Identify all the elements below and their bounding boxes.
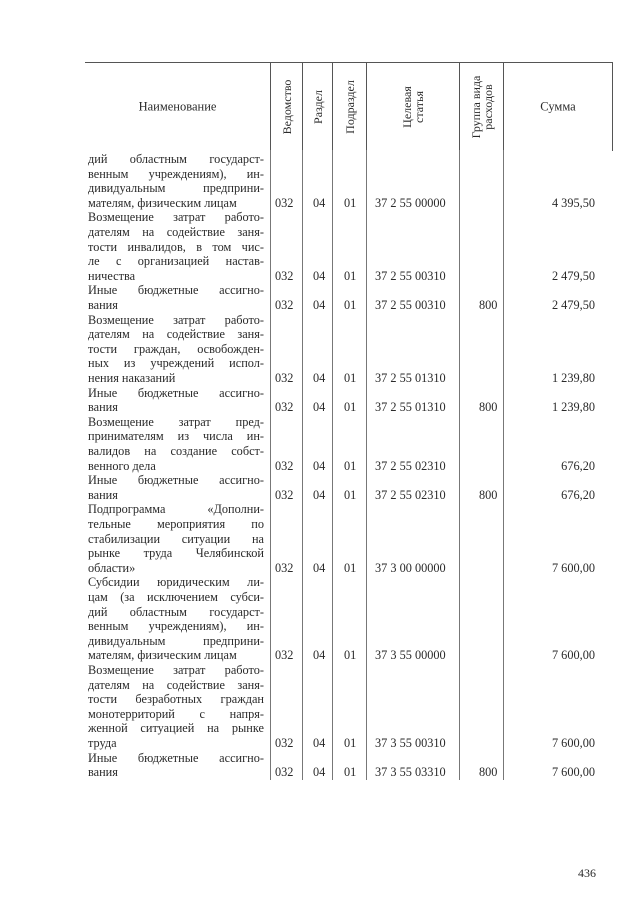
row-name-line: тельные мероприятия по (88, 516, 264, 531)
header-ved-label: Ведомство (279, 79, 294, 135)
cell-tselevaya: 37 2 55 02310 (375, 458, 446, 473)
cell-gruppa: 800 (479, 487, 498, 502)
table-row (85, 386, 613, 415)
cell-razdel: 04 (313, 268, 326, 283)
column-divider (332, 150, 333, 780)
cell-podrazdel: 01 (344, 370, 357, 385)
table-row (85, 751, 613, 780)
cell-razdel: 04 (313, 195, 326, 210)
cell-summa: 4 395,50 (551, 195, 595, 210)
row-name-line: тости инвалидов, в том чис- (88, 239, 264, 254)
row-name-line: мателям, физическим лицам (88, 648, 237, 663)
cell-razdel: 04 (313, 370, 326, 385)
table-row (85, 575, 613, 663)
cell-razdel: 04 (313, 648, 326, 663)
row-name-line: Возмещение затрат работо- (88, 663, 264, 677)
header-razdel-label: Раздел (310, 90, 325, 124)
row-name-line: дателям на содействие заня- (88, 327, 264, 342)
row-name-line: тости безработных граждан (88, 692, 264, 707)
row-name-line: стабилизации ситуации на (88, 531, 264, 546)
cell-summa: 7 600,00 (551, 560, 595, 575)
header-ved (270, 63, 302, 151)
row-name-line: ных из учреждений испол- (88, 356, 264, 371)
header-summa (503, 63, 613, 151)
row-name-line: Возмещение затрат работо- (88, 210, 264, 225)
cell-summa: 7 600,00 (551, 765, 595, 780)
row-name-line: вания (88, 400, 118, 415)
row-name-line: рынке труда Челябинской (88, 546, 264, 561)
header-summa-label: Сумма (540, 99, 576, 114)
column-divider (270, 150, 271, 780)
cell-summa: 1 239,80 (551, 370, 595, 385)
table-row (85, 502, 613, 575)
row-name-line: Иные бюджетные ассигно- (88, 473, 264, 488)
row-name (88, 751, 264, 780)
table-row (85, 210, 613, 283)
row-name (88, 415, 264, 473)
cell-podrazdel: 01 (344, 297, 357, 312)
cell-summa: 676,20 (561, 458, 595, 473)
header-razdel (302, 63, 332, 151)
cell-razdel: 04 (313, 560, 326, 575)
cell-summa: 2 479,50 (551, 297, 595, 312)
cell-razdel: 04 (313, 297, 326, 312)
row-name-line: труда (88, 735, 117, 750)
table-row (85, 663, 613, 751)
cell-razdel: 04 (313, 400, 326, 415)
row-name (88, 283, 264, 312)
row-name-line: Подпрограмма «Дополни- (88, 502, 264, 517)
cell-podrazdel: 01 (344, 195, 357, 210)
cell-ved: 032 (275, 400, 294, 415)
table-row (85, 283, 613, 312)
row-name-line: дий областным государст- (88, 152, 264, 166)
header-gruppa-label: Группа вида расходов (468, 75, 495, 139)
row-name-line: валидов на создание собст- (88, 443, 264, 458)
cell-gruppa: 800 (479, 400, 498, 415)
row-name-line: ле с организацией настав- (88, 254, 264, 269)
cell-podrazdel: 01 (344, 648, 357, 663)
cell-ved: 032 (275, 765, 294, 780)
row-name-line: тости граждан, освобожден- (88, 341, 264, 356)
row-name-line: ничества (88, 268, 136, 283)
cell-ved: 032 (275, 370, 294, 385)
cell-ved: 032 (275, 195, 294, 210)
cell-gruppa: 800 (479, 297, 498, 312)
cell-summa: 7 600,00 (551, 736, 595, 750)
row-name-line: дивидуальным предприни- (88, 181, 264, 196)
cell-summa: 2 479,50 (551, 268, 595, 283)
row-name (88, 152, 264, 210)
cell-podrazdel: 01 (344, 736, 357, 750)
header-podrazdel (332, 63, 366, 151)
row-name-line: Субсидии юридическим ли- (88, 575, 264, 590)
table-row (85, 152, 613, 210)
row-name-line: области» (88, 560, 136, 575)
cell-razdel: 04 (313, 487, 326, 502)
cell-tselevaya: 37 2 55 02310 (375, 487, 446, 502)
row-name (88, 502, 264, 575)
row-name-line: Иные бюджетные ассигно- (88, 283, 264, 298)
cell-gruppa: 800 (479, 765, 498, 780)
cell-ved: 032 (275, 487, 294, 502)
cell-ved: 032 (275, 268, 294, 283)
row-name-line: женной ситуацией на рынке (88, 721, 264, 736)
row-name (88, 313, 264, 386)
header-name (85, 63, 270, 151)
cell-summa: 676,20 (561, 487, 595, 502)
row-name-line: дателям на содействие заня- (88, 224, 264, 239)
column-divider (459, 150, 460, 780)
cell-podrazdel: 01 (344, 458, 357, 473)
row-name (88, 575, 264, 663)
cell-tselevaya: 37 3 55 00310 (375, 736, 446, 750)
cell-podrazdel: 01 (344, 400, 357, 415)
cell-tselevaya: 37 2 55 00000 (375, 195, 446, 210)
column-divider (302, 150, 303, 780)
row-name-line: Возмещение затрат работо- (88, 312, 264, 327)
row-name-line: цам (за исключением субси- (88, 589, 264, 604)
table-row (85, 415, 613, 473)
cell-razdel: 04 (313, 765, 326, 780)
table-header (85, 62, 613, 151)
cell-ved: 032 (275, 736, 294, 750)
header-tselevaya (366, 63, 459, 151)
cell-tselevaya: 37 2 55 01310 (375, 370, 446, 385)
cell-ved: 032 (275, 297, 294, 312)
column-divider (503, 150, 504, 780)
table-row (85, 473, 613, 502)
header-name-label: Наименование (138, 99, 217, 114)
row-name (88, 386, 264, 415)
row-name-line: принимателям из числа ин- (88, 429, 264, 444)
row-name-line: вания (88, 765, 118, 780)
row-name-line: монотерриторий с напря- (88, 706, 264, 721)
row-name-line: вания (88, 487, 118, 502)
cell-tselevaya: 37 2 55 00310 (375, 297, 446, 312)
cell-summa: 7 600,00 (551, 648, 595, 663)
cell-razdel: 04 (313, 736, 326, 750)
row-name-line: Иные бюджетные ассигно- (88, 385, 264, 400)
cell-podrazdel: 01 (344, 487, 357, 502)
cell-tselevaya: 37 2 55 00310 (375, 268, 446, 283)
cell-tselevaya: 37 3 55 00000 (375, 648, 446, 663)
header-tselevaya-label: Целевая статья (400, 86, 426, 128)
table-row (85, 313, 613, 386)
row-name (88, 663, 264, 751)
header-gruppa (459, 63, 503, 151)
row-name-line: нения наказаний (88, 370, 176, 385)
column-divider (366, 150, 367, 780)
row-name-line: венным учреждениям), ин- (88, 166, 264, 181)
cell-ved: 032 (275, 648, 294, 663)
page-number: 436 (578, 866, 596, 880)
row-name-line: дателям на содействие заня- (88, 677, 264, 692)
row-name (88, 210, 264, 283)
cell-podrazdel: 01 (344, 268, 357, 283)
row-name-line: мателям, физическим лицам (88, 195, 237, 210)
row-name-line: дий областным государст- (88, 604, 264, 619)
row-name-line: дивидуальным предприни- (88, 633, 264, 648)
row-name-line: вания (88, 297, 118, 312)
cell-podrazdel: 01 (344, 560, 357, 575)
row-name-line: Иные бюджетные ассигно- (88, 750, 264, 765)
cell-tselevaya: 37 3 00 00000 (375, 560, 446, 575)
cell-razdel: 04 (313, 458, 326, 473)
row-name-line: венного дела (88, 458, 156, 473)
cell-podrazdel: 01 (344, 765, 357, 780)
cell-ved: 032 (275, 458, 294, 473)
row-name-line: Возмещение затрат пред- (88, 414, 264, 429)
header-podrazdel-label: Подраздел (342, 80, 357, 134)
cell-summa: 1 239,80 (551, 400, 595, 415)
row-name (88, 473, 264, 502)
cell-tselevaya: 37 2 55 01310 (375, 400, 446, 415)
cell-tselevaya: 37 3 55 03310 (375, 765, 446, 780)
row-name-line: венным учреждениям), ин- (88, 619, 264, 634)
cell-ved: 032 (275, 560, 294, 575)
